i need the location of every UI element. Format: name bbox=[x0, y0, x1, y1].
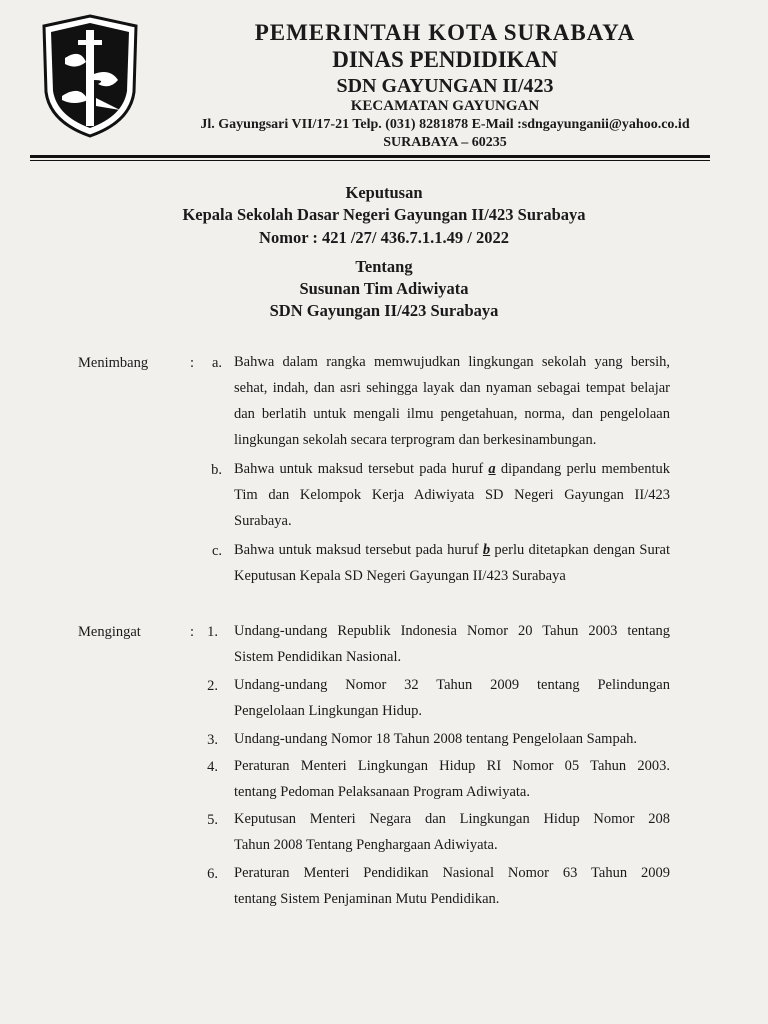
text-line: tentang Pedoman Pelaksanaan Program Adiwiyata. bbox=[234, 784, 530, 800]
letter-reference: b bbox=[482, 542, 491, 558]
text-line: Surabaya. bbox=[234, 513, 292, 529]
text-run: Bahwa untuk maksud tersebut pada huruf bbox=[234, 542, 483, 558]
mengingat-label: Mengingat bbox=[78, 624, 141, 640]
city-emblem-logo bbox=[40, 14, 140, 138]
letterhead-rule-thick bbox=[30, 155, 710, 158]
text-line: dan berlatih untuk mengali ilmu pengetahuan, norma, dan pengelolaan bbox=[234, 406, 670, 422]
mengingat-1-text bbox=[234, 618, 670, 670]
text-line: Undang-undang Republik Indonesia Nomor 20 Tahun 2003 tentang bbox=[234, 623, 670, 639]
text-line: tentang Sistem Penjaminan Mutu Pendidikan. bbox=[234, 891, 500, 907]
decree-subject-school: SDN Gayungan II/423 Surabaya bbox=[269, 301, 499, 320]
text-line: Peraturan Menteri Lingkungan Hidup RI Nomor 05 Tahun 2003. bbox=[234, 758, 670, 774]
menimbang-a-text bbox=[234, 349, 670, 453]
mengingat-4-text bbox=[234, 753, 670, 805]
text-line: Keputusan Menteri Negara dan Lingkungan Hidup Nomor 208 bbox=[234, 811, 670, 827]
text-line: Bahwa dalam rangka memwujudkan lingkungan sekolah yang bersih, bbox=[234, 354, 670, 370]
text-line: Tahun 2008 Tentang Penghargaan Adiwiyata. bbox=[234, 837, 498, 853]
text-line: sehat, indah, dan asri sehingga layak dan nyaman sebagai tempat belajar bbox=[234, 380, 670, 396]
text-line: Undang-undang Nomor 32 Tahun 2009 tentang Pelindungan bbox=[234, 677, 670, 693]
decree-about-label: Tentang bbox=[355, 257, 413, 276]
letterhead-department: DINAS PENDIDIKAN bbox=[332, 47, 558, 72]
letterhead-school: SDN GAYUNGAN II/423 bbox=[336, 75, 554, 97]
text-line bbox=[234, 456, 670, 482]
menimbang-b-marker: b. bbox=[211, 462, 222, 478]
text-run: dipandang perlu membentuk bbox=[495, 461, 670, 477]
letterhead-address: Jl. Gayungsari VII/17-21 Telp. (031) 8281878 E-Mail :sdngayunganii@yahoo.co.id bbox=[200, 117, 690, 132]
text-line: Keputusan Kepala SD Negeri Gayungan II/423 Surabaya bbox=[234, 568, 566, 584]
letterhead-district: KECAMATAN GAYUNGAN bbox=[350, 98, 540, 114]
text-line: Pengelolaan Lingkungan Hidup. bbox=[234, 703, 423, 719]
mengingat-2-marker: 2. bbox=[207, 678, 218, 694]
mengingat-5-marker: 5. bbox=[207, 812, 218, 828]
mengingat-1-marker: 1. bbox=[207, 624, 218, 640]
menimbang-a-marker: a. bbox=[211, 355, 222, 371]
mengingat-3-marker: 3. bbox=[207, 732, 218, 748]
mengingat-2-text bbox=[234, 672, 670, 724]
letterhead-rule-thin bbox=[30, 160, 710, 161]
menimbang-b-text bbox=[234, 456, 670, 534]
menimbang-c-text bbox=[234, 537, 670, 589]
text-run: perlu ditetapkan dengan Surat bbox=[490, 542, 670, 558]
text-run: Bahwa untuk maksud tersebut pada huruf bbox=[234, 461, 489, 477]
mengingat-3-text bbox=[234, 726, 670, 752]
mengingat-5-text bbox=[234, 806, 670, 858]
mengingat-6-text bbox=[234, 860, 670, 912]
text-line bbox=[234, 537, 670, 563]
letter-reference: a bbox=[488, 461, 496, 477]
letterhead-government: PEMERINTAH KOTA SURABAYA bbox=[254, 20, 636, 45]
menimbang-colon: : bbox=[190, 355, 195, 371]
mengingat-6-marker: 6. bbox=[207, 866, 218, 882]
text-line: Sistem Pendidikan Nasional. bbox=[234, 649, 402, 665]
text-line: Peraturan Menteri Pendidikan Nasional Nomor 63 Tahun 2009 bbox=[234, 865, 670, 881]
menimbang-label: Menimbang bbox=[78, 355, 149, 371]
text-line: Tim dan Kelompok Kerja Adiwiyata SD Negeri Gayungan II/423 bbox=[234, 487, 670, 503]
mengingat-colon: : bbox=[190, 624, 195, 640]
decree-issuer: Kepala Sekolah Dasar Negeri Gayungan II/423 Surabaya bbox=[182, 205, 586, 224]
decree-subject: Susunan Tim Adiwiyata bbox=[299, 279, 469, 298]
decree-number: Nomor : 421 /27/ 436.7.1.1.49 / 2022 bbox=[259, 228, 509, 247]
text-line: Undang-undang Nomor 18 Tahun 2008 tentang Pengelolaan Sampah. bbox=[234, 731, 638, 747]
decree-title: Keputusan bbox=[345, 183, 423, 202]
text-line: lingkungan sekolah secara terprogram dan berkesinambungan. bbox=[234, 432, 597, 448]
letterhead-city: SURABAYA – 60235 bbox=[383, 135, 507, 150]
mengingat-4-marker: 4. bbox=[207, 759, 218, 775]
menimbang-c-marker: c. bbox=[211, 543, 222, 559]
